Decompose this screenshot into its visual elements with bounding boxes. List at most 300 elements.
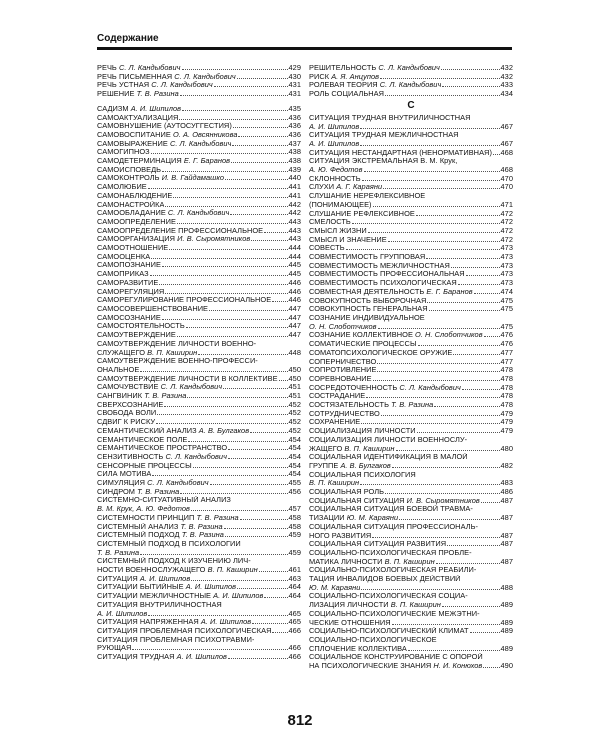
index-term: СОЗНАНИЕ КОЛЛЕКТИВНОЕ xyxy=(309,331,413,340)
index-entry-text xyxy=(97,244,168,253)
dot-leader xyxy=(272,627,287,633)
index-term: СВЕРХСОЗНАНИЕ xyxy=(97,400,164,409)
index-entry-text xyxy=(97,514,239,523)
index-entry xyxy=(97,392,301,401)
index-entry-line xyxy=(97,90,301,99)
index-entry-text xyxy=(97,261,161,270)
index-page-ref: 452 xyxy=(288,409,301,418)
dot-leader xyxy=(441,64,500,70)
index-author: А. И. Шипилов xyxy=(176,653,227,662)
index-entry-line xyxy=(309,262,513,271)
index-entry-text xyxy=(97,592,263,601)
index-entry-text xyxy=(309,427,416,436)
index-author: С. Л. Кандыбович xyxy=(399,383,461,392)
index-entry-line xyxy=(309,601,513,610)
index-entry-text xyxy=(97,436,187,445)
dot-leader xyxy=(481,497,500,503)
index-entry xyxy=(97,157,301,166)
right-top-list xyxy=(309,64,513,99)
index-entry-line xyxy=(97,549,301,558)
index-entry xyxy=(97,105,301,114)
index-page-ref: 467 xyxy=(500,139,513,148)
index-entry xyxy=(97,618,301,627)
dot-leader xyxy=(362,175,500,181)
index-entry-text: СИСТЕМНЫЙ ПОДХОД В ПСИХОЛОГИИ xyxy=(97,539,241,548)
index-term: СЕМАНТИЧЕСКОЕ ПРОСТРАНСТВО xyxy=(97,444,228,453)
left-column xyxy=(97,64,301,662)
index-page-ref: 430 xyxy=(288,72,301,81)
index-page-ref: 451 xyxy=(288,392,301,401)
index-term: САМОСОВЕРШЕНСТВОВАНИЕ xyxy=(97,304,209,313)
index-author: О. Н. Слоботчиков xyxy=(309,322,377,331)
index-term: ЛИЗАЦИЯ ЛИЧНОСТИ xyxy=(309,601,389,610)
index-page-ref: 438 xyxy=(288,157,301,166)
index-entry-line xyxy=(309,584,513,593)
index-entry-line xyxy=(97,357,301,366)
index-entry xyxy=(309,314,513,331)
dot-leader xyxy=(165,288,287,294)
index-entry-text: СОЦИАЛЬНО-ПСИХОЛОГИЧЕСКОЕ xyxy=(309,636,437,644)
index-entry-text xyxy=(309,236,387,245)
index-entry xyxy=(97,514,301,523)
index-entry-text xyxy=(309,253,425,262)
index-term: СОСТРАДАНИЕ xyxy=(309,392,366,401)
index-entry-text xyxy=(309,244,345,253)
index-page-ref: 475 xyxy=(500,322,513,331)
index-page-ref: 441 xyxy=(288,191,301,200)
index-entry xyxy=(97,427,301,436)
index-entry xyxy=(97,288,301,297)
index-entry-text xyxy=(97,166,161,175)
index-page-ref: 470 xyxy=(500,174,513,183)
index-entry-text xyxy=(309,210,415,219)
index-author: О. Н. Слоботчиков xyxy=(415,331,483,340)
index-entry-text xyxy=(97,566,258,575)
dot-leader xyxy=(361,418,499,424)
index-entry-line xyxy=(97,610,301,619)
index-entry-line xyxy=(309,592,513,601)
index-entry-line xyxy=(309,401,513,410)
index-entry-text xyxy=(97,90,179,99)
index-term: САМОСОЗНАНИЕ xyxy=(97,313,161,322)
index-page-ref: 477 xyxy=(500,357,513,366)
index-entry xyxy=(97,436,301,445)
index-term: СИЛА МОТИВА xyxy=(97,470,152,479)
index-entry-line xyxy=(309,636,513,645)
index-entry-line xyxy=(97,244,301,253)
index-entry xyxy=(97,409,301,418)
index-entry-text xyxy=(309,540,446,549)
index-term: РЕШЕНИЕ xyxy=(97,90,135,99)
index-entry-text xyxy=(97,427,249,436)
dot-leader xyxy=(252,618,287,624)
index-term: СЕМАНТИЧЕСКИЙ АНАЛИЗ xyxy=(97,426,197,435)
index-entry-line xyxy=(309,384,513,393)
dot-leader xyxy=(237,73,288,79)
index-term: СОЦИАЛЬНО-ПСИХОЛОГИЧЕСКИЙ КЛИМАТ xyxy=(309,627,469,636)
index-entry xyxy=(97,531,301,540)
index-entry-line xyxy=(97,140,301,149)
index-entry-line xyxy=(309,149,513,158)
index-term: СИТУАЦИЯ ТРУДНАЯ xyxy=(97,653,175,662)
dot-leader xyxy=(182,64,288,70)
index-term: НОГО РАЗВИТИЯ xyxy=(309,531,372,540)
index-entry-text xyxy=(309,358,376,367)
index-entry xyxy=(309,288,513,297)
index-term: НА ПСИХОЛОГИЧЕСКИЕ ЗНАНИЯ xyxy=(309,662,432,671)
index-page-ref: 489 xyxy=(500,627,513,636)
index-entry-text xyxy=(97,105,181,114)
index-entry-line xyxy=(309,523,513,532)
index-entry-text xyxy=(309,166,363,175)
index-entry-text xyxy=(97,192,172,201)
dot-leader xyxy=(162,261,288,267)
index-entry xyxy=(309,427,513,436)
index-author: С. Л. Кандыбович xyxy=(379,81,442,90)
index-page-ref: 454 xyxy=(288,452,301,461)
index-entry xyxy=(309,375,513,384)
index-term: САМОДЕТЕРМИНАЦИЯ xyxy=(97,157,182,166)
index-entry-text xyxy=(97,653,227,662)
index-term: СИНДРОМ xyxy=(97,487,136,496)
index-entry xyxy=(309,540,513,549)
dot-leader xyxy=(366,392,499,398)
index-entry xyxy=(97,401,301,410)
index-entry-text xyxy=(309,90,384,99)
index-page-ref: 452 xyxy=(288,400,301,409)
index-entry-text xyxy=(309,532,371,541)
index-entry xyxy=(97,235,301,244)
dot-leader xyxy=(180,488,287,494)
index-entry xyxy=(97,383,301,392)
index-entry xyxy=(97,627,301,636)
index-entry-text xyxy=(309,279,457,288)
index-entry-line xyxy=(309,453,513,462)
index-entry-text: СИТУАЦИЯ ВНУТРИЛИЧНОСТНАЯ xyxy=(97,600,222,609)
index-page-ref: 431 xyxy=(288,81,301,90)
index-entry-text xyxy=(97,444,227,453)
index-entry xyxy=(97,523,301,532)
index-entry-line xyxy=(309,366,513,375)
index-page-ref: 478 xyxy=(500,374,513,383)
index-author: С. Л. Кандыбович xyxy=(118,64,181,72)
index-page-ref: 450 xyxy=(288,374,301,383)
index-page-ref: 445 xyxy=(288,270,301,279)
index-entry-line xyxy=(97,583,301,592)
index-entry xyxy=(309,244,513,253)
index-page-ref: 476 xyxy=(500,331,513,340)
index-entry-text xyxy=(97,644,131,653)
index-entry-line xyxy=(97,349,301,358)
dot-leader xyxy=(169,244,287,250)
index-entry-line xyxy=(309,340,513,349)
index-page-ref: 450 xyxy=(288,365,301,374)
index-entry-line xyxy=(309,210,513,219)
index-entry-line xyxy=(309,418,513,427)
index-entry-text xyxy=(97,392,186,401)
index-entry-text: СИТУАЦИЯ ТРУДНАЯ ВНУТРИЛИЧНОСТНАЯ xyxy=(309,113,471,122)
index-entry xyxy=(309,297,513,306)
index-page-ref: 470 xyxy=(500,183,513,192)
index-entry xyxy=(309,262,513,271)
index-term: САМОЧУВСТВИЕ xyxy=(97,383,159,392)
index-entry-line xyxy=(97,392,301,401)
dot-leader xyxy=(346,244,500,250)
index-page-ref: 438 xyxy=(288,148,301,157)
dot-leader xyxy=(396,445,500,451)
index-term: РЕШИТЕЛЬНОСТЬ xyxy=(309,64,377,72)
index-page-ref: 472 xyxy=(500,218,513,227)
index-entry-line xyxy=(309,653,513,662)
index-entry-text xyxy=(97,610,147,619)
index-term: ЖАЩЕГО xyxy=(309,444,343,453)
index-page-ref: 487 xyxy=(500,540,513,549)
index-entry xyxy=(97,244,301,253)
index-entry-line xyxy=(97,453,301,462)
index-term: САМООПРЕДЕЛЕНИЕ ПРОФЕССИОНАЛЬНОЕ xyxy=(97,226,264,235)
index-term: РЕЧЬ ПИСЬМЕННАЯ xyxy=(97,72,173,81)
index-entry-line xyxy=(309,505,513,514)
index-entry-text: САМОУТВЕРЖДЕНИЕ ВОЕННО-ПРОФЕССИ- xyxy=(97,357,258,366)
index-author: В. М. Крук, А. Ю. Федотов xyxy=(97,505,190,514)
dot-leader xyxy=(434,401,499,407)
dot-leader xyxy=(250,427,287,433)
index-term: САМОУТВЕРЖДЕНИЕ ЛИЧНОСТИ В КОЛЛЕКТИВЕ xyxy=(97,374,278,383)
index-entry-text xyxy=(309,349,452,358)
index-entry-text xyxy=(309,81,441,90)
index-page-ref: 479 xyxy=(500,427,513,436)
index-entry-line xyxy=(97,636,301,645)
dot-leader xyxy=(224,523,288,529)
index-entry xyxy=(309,392,513,401)
index-entry-text: СОЦИАЛИЗАЦИЯ ЛИЧНОСТИ ВОЕННОСЛУ- xyxy=(309,435,468,444)
index-page-ref: 446 xyxy=(288,296,301,305)
index-page-ref: 439 xyxy=(288,165,301,174)
index-entry xyxy=(97,488,301,497)
index-entry-text: СОЦИАЛЬНАЯ ПСИХОЛОГИЯ xyxy=(309,470,416,479)
index-entry xyxy=(97,479,301,488)
index-page-ref: 489 xyxy=(500,601,513,610)
index-entry-text xyxy=(309,401,433,410)
index-entry-line xyxy=(309,192,513,201)
index-term: РОЛЕВАЯ ТЕОРИЯ xyxy=(309,81,378,90)
index-page-ref: 463 xyxy=(288,574,301,583)
index-entry-text xyxy=(309,445,395,454)
index-entry xyxy=(309,436,513,453)
index-entry xyxy=(309,81,513,90)
index-entry-line xyxy=(97,566,301,575)
index-entry-text xyxy=(97,314,161,323)
index-page-ref: 447 xyxy=(288,304,301,313)
index-page-ref: 443 xyxy=(288,217,301,226)
dot-leader xyxy=(191,505,288,511)
index-entry xyxy=(309,210,513,219)
dot-leader xyxy=(453,349,499,355)
index-entry xyxy=(309,270,513,279)
index-entry-line xyxy=(97,279,301,288)
dot-leader xyxy=(364,166,500,172)
index-author: Е. Г. Баранов xyxy=(183,157,231,166)
index-term: СОЦИАЛЬНАЯ СИТУАЦИЯ РАЗВИТИЯ xyxy=(309,540,447,549)
index-page-ref: 478 xyxy=(500,366,513,375)
dot-leader xyxy=(426,253,499,259)
index-entry-text xyxy=(97,174,224,183)
dot-leader xyxy=(162,166,287,172)
index-entry-text xyxy=(309,584,360,593)
dot-leader xyxy=(157,409,287,415)
index-author: С. Л. Кандыбович xyxy=(174,72,236,81)
index-entry-line xyxy=(97,557,301,566)
index-term: СВОБОДА ВОЛИ xyxy=(97,409,157,418)
index-term: СИТУАЦИЯ НАПРЯЖЕННАЯ xyxy=(97,618,199,627)
index-term: САМОВЫРАЖЕНИЕ xyxy=(97,139,168,148)
index-author: И. В. Сыромятников xyxy=(406,496,480,505)
index-entry-text xyxy=(97,627,271,636)
dot-leader xyxy=(225,174,287,180)
index-entry-text xyxy=(309,462,391,471)
index-entry-text xyxy=(309,601,441,610)
dot-leader xyxy=(156,418,287,424)
index-term: СМЫСЛ ЖИЗНИ xyxy=(309,226,367,235)
left-top-list xyxy=(97,64,301,99)
index-term: САМОИСПОВЕДЬ xyxy=(97,165,162,174)
index-entry-line xyxy=(309,532,513,541)
index-term: СИТУАЦИЯ ПРОБЛЕМНАЯ ПСИХОЛОГИЧЕСКАЯ xyxy=(97,627,272,635)
index-entry xyxy=(97,261,301,270)
index-entry-text xyxy=(309,288,473,297)
index-entry-line xyxy=(97,366,301,375)
index-entry-text xyxy=(97,418,155,427)
dot-leader xyxy=(383,183,499,189)
dot-leader xyxy=(228,653,288,659)
index-entry-text xyxy=(309,366,376,375)
index-term: СОСРЕДОТОЧЕННОСТЬ xyxy=(309,383,398,392)
index-entry xyxy=(309,218,513,227)
dot-leader xyxy=(264,227,287,233)
dot-leader xyxy=(151,148,288,154)
index-entry-text xyxy=(309,479,359,488)
dot-leader xyxy=(180,90,288,96)
index-entry xyxy=(309,366,513,375)
index-entry-text xyxy=(97,618,251,627)
index-entry-line xyxy=(309,566,513,575)
index-entry-line xyxy=(309,410,513,419)
index-entry-line xyxy=(97,157,301,166)
index-term: СОВМЕСТИМОСТЬ ГРУППОВАЯ xyxy=(309,253,426,262)
index-entry-line xyxy=(97,575,301,584)
index-page-ref: 454 xyxy=(288,435,301,444)
index-term: САМООБЛАДАНИЕ xyxy=(97,209,166,218)
index-entry xyxy=(97,64,301,73)
index-entry xyxy=(97,601,301,618)
dot-leader xyxy=(474,288,500,294)
index-page-ref: 487 xyxy=(500,514,513,523)
index-page-ref: 456 xyxy=(288,487,301,496)
dot-leader xyxy=(493,149,500,155)
dot-leader xyxy=(140,366,287,372)
index-entry-line xyxy=(97,322,301,331)
index-entry xyxy=(97,140,301,149)
index-entry xyxy=(97,462,301,471)
index-author: Т. В. Разина xyxy=(144,392,187,401)
dot-leader xyxy=(177,218,288,224)
index-page-ref: 458 xyxy=(288,522,301,531)
index-entry-line xyxy=(309,270,513,279)
index-entry-text: ТАЦИЯ ИНВАЛИДОВ БОЕВЫХ ДЕЙСТВИЙ xyxy=(309,575,461,584)
index-entry-line xyxy=(97,340,301,349)
index-term: СОПЕРНИЧЕСТВО xyxy=(309,357,377,366)
index-page-ref: 444 xyxy=(288,252,301,261)
index-author: Н. И. Конюхов xyxy=(433,662,483,671)
index-term: СОВЕСТЬ xyxy=(309,244,345,253)
index-page-ref: 436 xyxy=(288,113,301,122)
index-entry-line xyxy=(309,201,513,210)
dot-leader xyxy=(381,410,500,416)
dot-leader xyxy=(182,105,288,111)
index-author: С. Л. Кандыбович xyxy=(169,139,232,148)
index-page-ref: 446 xyxy=(288,278,301,287)
index-entry-text xyxy=(309,558,435,567)
index-entry xyxy=(97,583,301,592)
index-entry-line xyxy=(309,375,513,384)
index-entry xyxy=(309,384,513,393)
index-page-ref: 471 xyxy=(500,200,513,209)
index-entry-text xyxy=(309,297,426,306)
index-author: А. И. Шипилов xyxy=(213,592,264,601)
index-page-ref: 489 xyxy=(500,644,513,653)
index-page-ref: 473 xyxy=(500,244,513,253)
index-entry-line xyxy=(97,531,301,540)
index-entry-line xyxy=(97,314,301,323)
index-entry-text: СИСТЕМНО-СИТУАТИВНЫЙ АНАЛИЗ xyxy=(97,496,231,505)
index-term: РЕЧЬ УСТНАЯ xyxy=(97,81,150,90)
index-entry-text xyxy=(309,140,359,149)
index-author: Т. В. Разина xyxy=(180,522,223,531)
dot-leader xyxy=(210,479,288,485)
index-page-ref: 432 xyxy=(500,64,513,72)
index-entry-text xyxy=(97,288,164,297)
dot-leader xyxy=(399,514,499,520)
index-entry-line xyxy=(309,445,513,454)
index-term: МАТИКА ЛИЧНОСТИ xyxy=(309,557,383,566)
index-entry-text: СЛУШАНИЕ НЕРЕФЛЕКСИВНОЕ xyxy=(309,192,426,201)
dot-leader xyxy=(264,592,287,598)
index-page-ref: 442 xyxy=(288,200,301,209)
index-page-ref: 479 xyxy=(500,409,513,418)
index-entry-line xyxy=(97,288,301,297)
index-term: САМОГИПНОЗ xyxy=(97,148,150,157)
index-author: В. П. Каширин xyxy=(344,444,395,453)
index-entry-line xyxy=(97,436,301,445)
index-entry-text xyxy=(97,331,176,340)
dot-leader xyxy=(483,662,499,668)
dot-leader xyxy=(436,558,500,564)
index-entry-text xyxy=(309,514,398,523)
index-term: САМОСТОЯТЕЛЬНОСТЬ xyxy=(97,322,185,331)
index-author: С. Л. Кандыбович xyxy=(167,209,230,218)
dot-leader xyxy=(377,358,499,364)
index-entry xyxy=(309,253,513,262)
dot-leader xyxy=(173,192,287,198)
index-entry xyxy=(309,592,513,609)
index-term: СИТУАЦИЯ xyxy=(97,574,138,583)
index-page-ref: 457 xyxy=(288,505,301,514)
index-entry-line xyxy=(97,462,301,471)
index-entry-line xyxy=(309,497,513,506)
running-header: Содержание xyxy=(97,33,159,44)
index-entry-line xyxy=(97,618,301,627)
index-page-ref: 459 xyxy=(288,531,301,540)
